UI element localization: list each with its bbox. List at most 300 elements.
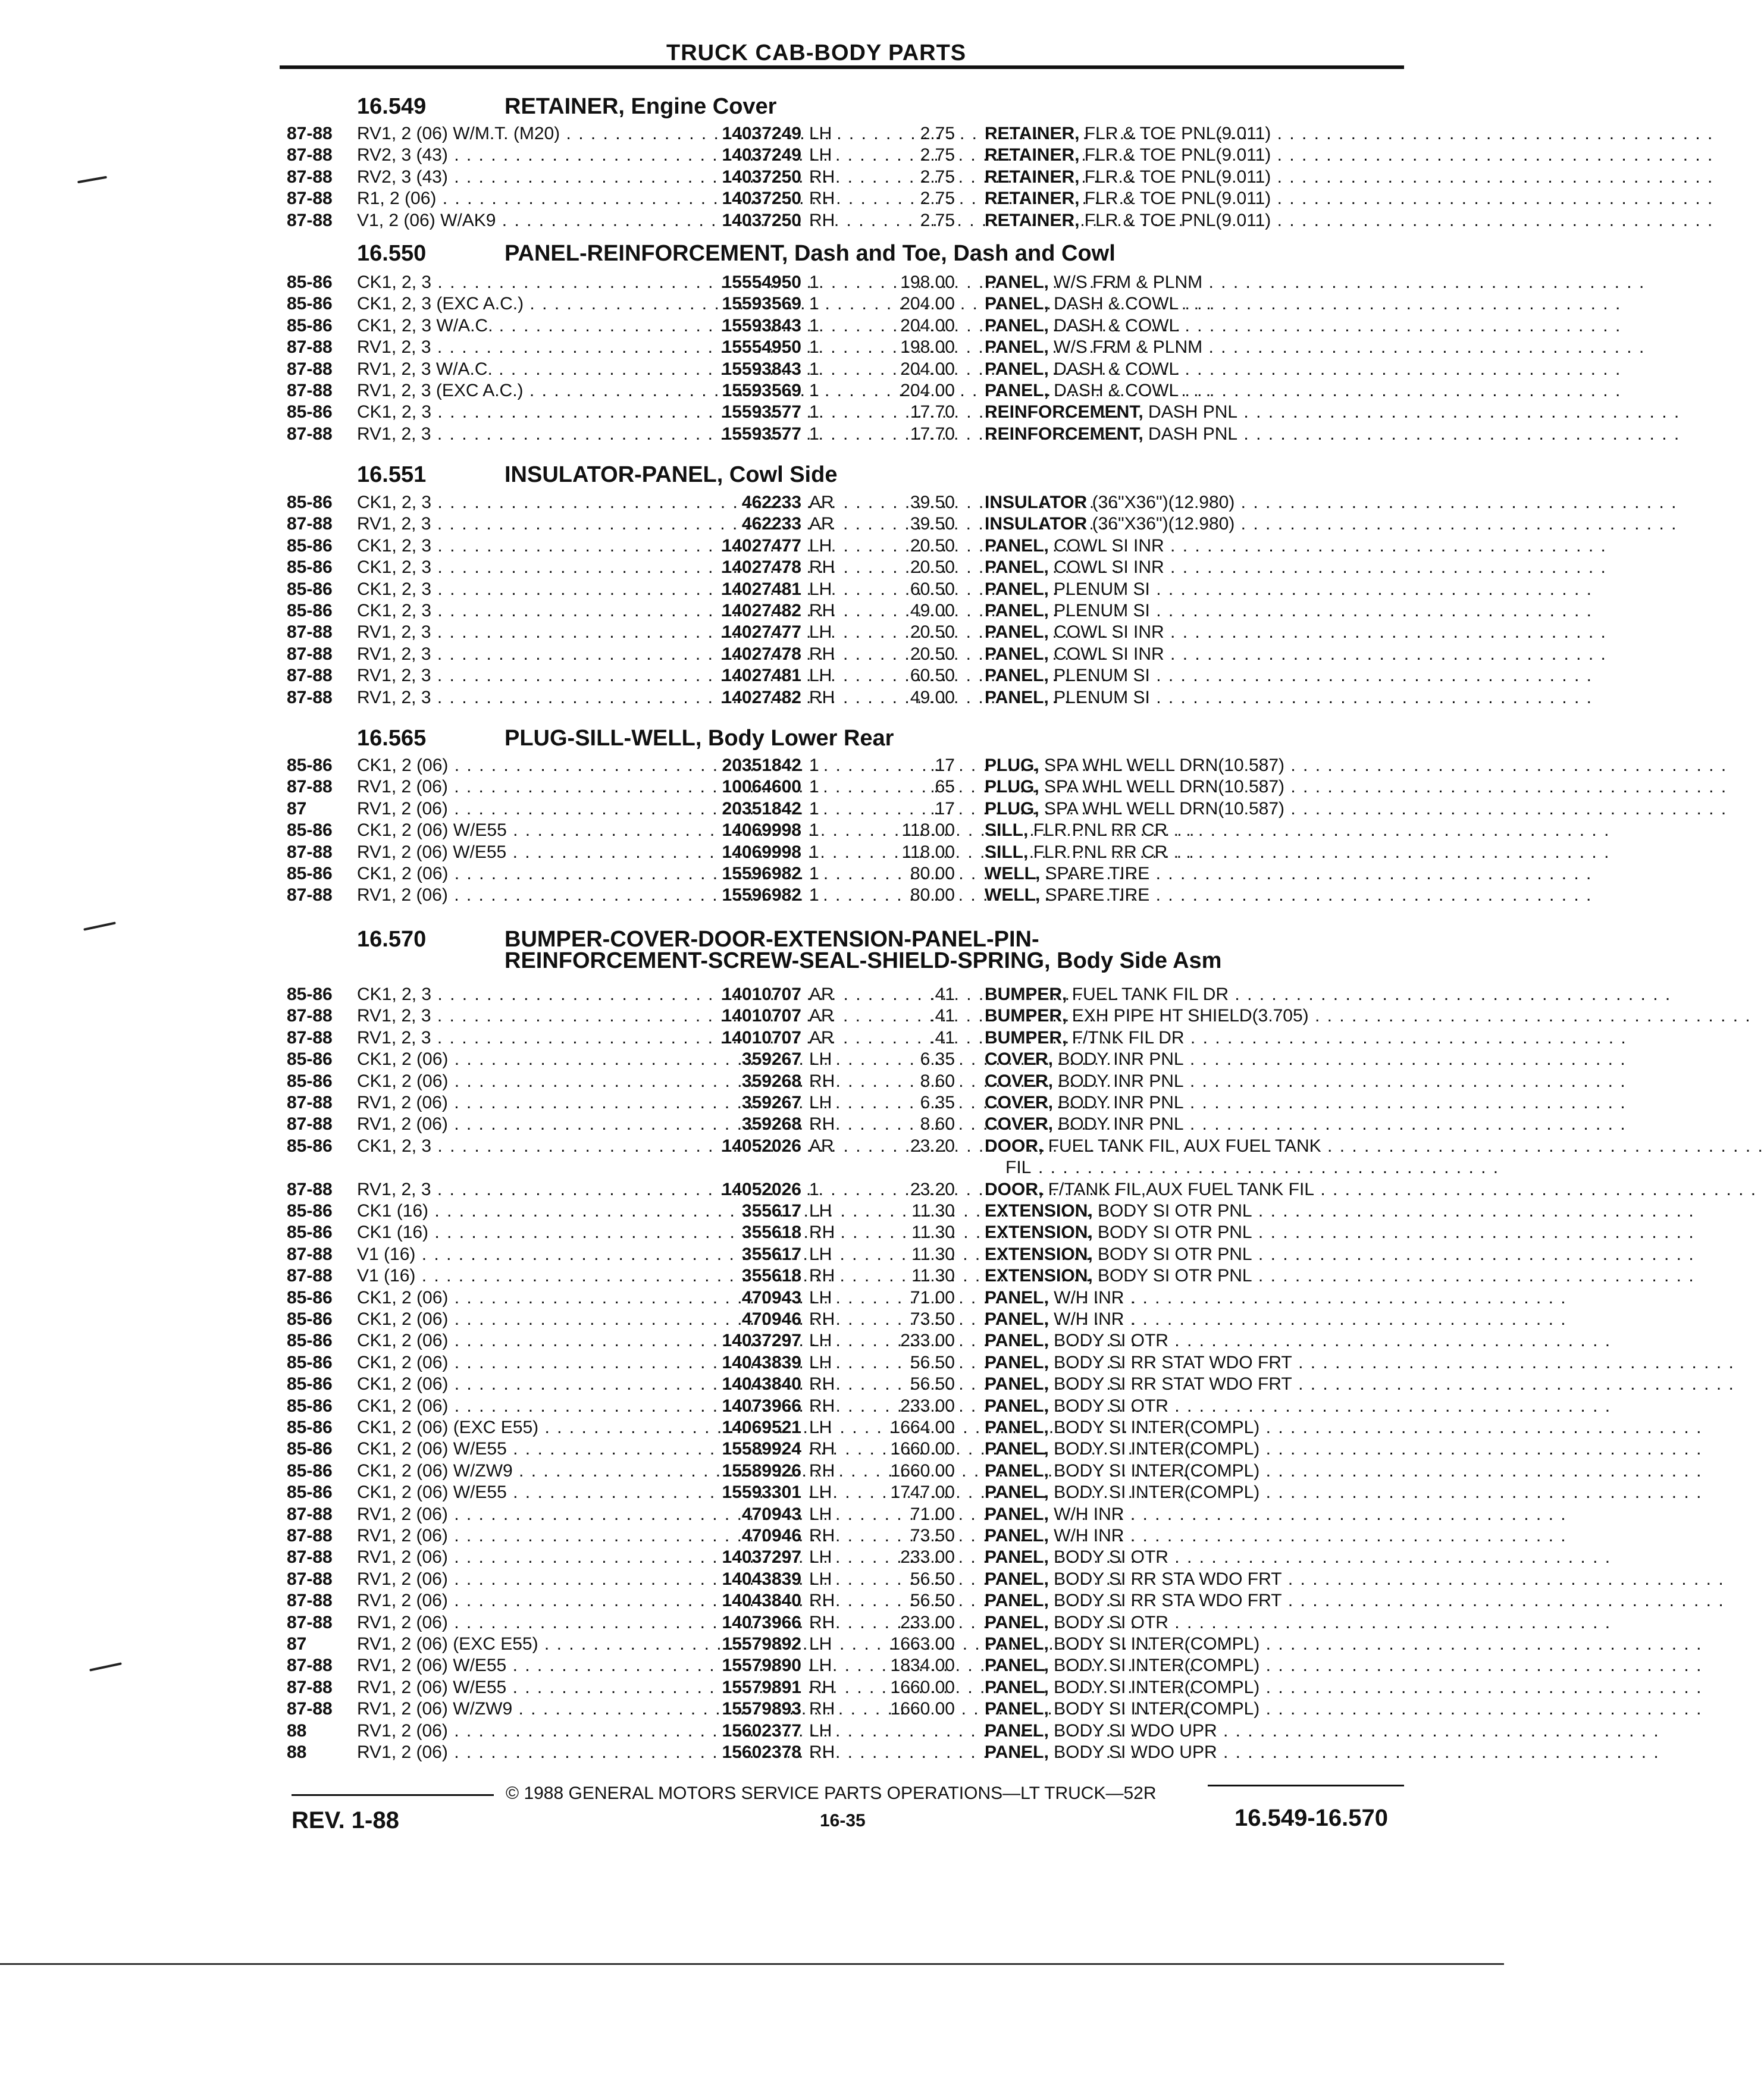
year-cell: 87-88 [287, 1677, 333, 1697]
description-cell [985, 1699, 1703, 1719]
price-cell: 1664.00 [890, 1418, 955, 1437]
price-cell: 8.60 [920, 1114, 955, 1134]
price-cell: 11.30 [911, 1201, 955, 1221]
description-text: DASH & COWL [1054, 381, 1179, 400]
table-row [0, 1374, 1735, 1396]
quantity-cell: LH [809, 1569, 832, 1589]
leader-dots: . . . . . . . . . . . . . . . . . . . . . . . . . . . . . . . . . . . . [1124, 1526, 1567, 1546]
leader-dots: . . . . . . . . . . . . . . . . . . . . . . . . . . . . . . . . . . . . [1164, 557, 1607, 578]
quantity-cell: RH [809, 687, 835, 707]
description-cell [985, 210, 1714, 231]
description-cell [985, 1309, 1567, 1330]
year-cell: 87-88 [287, 1656, 333, 1676]
leader-dots: . . . . . . . . . . . . . . . . . . . . . . . . . . . . . . . . . . . . [1284, 777, 1728, 797]
description-text: COWL SI INR [1054, 622, 1164, 642]
quantity-cell: LH [809, 1331, 832, 1351]
model-cell: R1, 2 (06) . . . [357, 189, 666, 209]
price-cell: 233.00 [900, 1396, 955, 1416]
price-cell: 204.00 [900, 381, 955, 400]
year-cell: 87-88 [287, 842, 333, 862]
description-text: SPA WHL WELL DRN(10.587) [1044, 798, 1285, 819]
part-number-cell: 15596982 [722, 885, 801, 905]
description-text: BODY SI OTR [1054, 1612, 1168, 1632]
description-text: W/H INR [1054, 1504, 1124, 1524]
table-row [0, 359, 1622, 381]
quantity-cell: RH [809, 1309, 835, 1329]
table-row [0, 1720, 1660, 1742]
description-cell [985, 756, 1728, 776]
table-row [0, 337, 1646, 359]
description-text: BODY SI OTR [1054, 1547, 1168, 1568]
description-noun: PANEL, [985, 1634, 1049, 1654]
model-cell: CK1, 2, 3 . . . [357, 493, 666, 513]
table-row [0, 1006, 1752, 1027]
quantity-cell: 1 [809, 381, 819, 400]
description-text: PLENUM SI [1054, 666, 1150, 686]
part-number-cell: 15593569 [722, 294, 801, 314]
part-number-cell: 14037250 [722, 167, 801, 187]
description-noun: PLUG, [985, 798, 1039, 819]
model-cell: RV1, 2 (06) W/E55 . . . [357, 1678, 666, 1698]
year-cell: 87-88 [287, 1006, 333, 1026]
description-cell [985, 1460, 1703, 1481]
price-cell: 118.00 [901, 820, 955, 841]
table-row [0, 1547, 1612, 1569]
leader-dots: . . . . . . . . . . . . . . . . . . . . . . . . . . . . . . . . . . . . [1179, 359, 1622, 379]
part-number-cell: 15554950 [722, 272, 801, 292]
description-noun: PANEL, [985, 1526, 1049, 1546]
leader-dots: . . . . . . . . . . . . . . . . . . . . . . . . . . . . . . . . . . . . [1149, 666, 1593, 686]
quantity-cell: RH [809, 601, 835, 620]
model-cell: RV1, 2, 3 . . . [357, 1180, 666, 1200]
year-cell: 85-86 [287, 493, 333, 512]
part-number-cell: 14069998 [722, 820, 801, 841]
model-cell: RV1, 2, 3 . . . [357, 644, 666, 664]
table-row [0, 1439, 1703, 1460]
price-cell: 20.50 [910, 622, 955, 642]
table-row [0, 1352, 1735, 1374]
year-cell: 85-86 [287, 1222, 333, 1243]
description-noun: BUMPER, [985, 1006, 1067, 1026]
year-cell: 87-88 [287, 210, 333, 230]
leader-dots: . . . . . . . . . . . . . . . . . . . . . . . . . . . . . . . . . . . . [1183, 1049, 1627, 1070]
table-row [0, 1244, 1695, 1266]
description-noun: PANEL, [985, 337, 1049, 358]
leader-dots: . . . . . . . . . . . . . . . . . . . . . . . . . . . . . . . . . . . . . . [1038, 1158, 1500, 1178]
page-number: 16-35 [820, 1811, 866, 1830]
description-noun: PANEL, [985, 1374, 1049, 1394]
part-number-cell: 14073966 [722, 1612, 801, 1632]
quantity-cell: RH [809, 1071, 835, 1091]
year-cell: 85-86 [287, 1049, 333, 1070]
model-cell: RV1, 2 (06) . . . [357, 777, 666, 797]
leader-dots: . . . . . . . . . . . . . . . . . . . . . . . . . . . . . . . . . . . . [1259, 1699, 1703, 1719]
year-cell: 85-86 [287, 1201, 333, 1221]
description-noun: PANEL, [985, 579, 1049, 599]
leader-dots: . . . . . . . . . . . . . . . . . . . . . . . . . . . . . . . . . . . . [1149, 579, 1593, 599]
section-title: RETAINER, Engine Cover [505, 94, 777, 119]
table-row [0, 622, 1607, 644]
table-row [0, 1526, 1567, 1547]
part-number-cell: 14043840 [722, 1374, 801, 1394]
price-cell: 20.50 [910, 557, 955, 578]
description-text: (36"X36")(12.980) [1092, 493, 1235, 512]
description-text: COWL SI INR [1054, 535, 1164, 556]
model-cell: RV1, 2 (06) . . . [357, 1547, 666, 1568]
description-text: FLR & TOE PNL(9.011) [1084, 167, 1271, 187]
description-cell [985, 1418, 1703, 1438]
leader-dots: . . . . . . . . . . . . . . . . . . . . . . . . . . . . . . . . . . . . [1235, 493, 1678, 512]
year-cell: 87-88 [287, 1547, 333, 1568]
leader-dots: . . . . . . . . . . . . . . . . . . . . . . . . . . . . . . . . . . . . [1259, 1418, 1703, 1437]
price-cell: 1660.00 [890, 1699, 955, 1719]
leader-dots: . . . . . . . . . . . . . . . . . . . . . . . . . . . . . . . . . . . . [1179, 294, 1622, 314]
description-text: F/TNK FIL DR [1071, 1027, 1185, 1048]
description-cell [985, 622, 1607, 642]
description-cell [985, 381, 1622, 401]
part-number-cell: 15579891 [722, 1677, 801, 1697]
year-cell: 87-88 [287, 644, 333, 664]
quantity-cell: 1 [809, 820, 819, 841]
price-cell: 2.75 [920, 210, 955, 230]
description-noun: PANEL, [985, 1547, 1049, 1568]
price-cell: 118.00 [901, 842, 955, 862]
part-number-cell: 359268 [741, 1071, 801, 1091]
description-cell [985, 1634, 1703, 1654]
price-cell: 60.50 [910, 666, 955, 686]
price-cell: 1660.00 [890, 1677, 955, 1697]
quantity-cell: LH [809, 1201, 832, 1221]
table-row [0, 535, 1607, 557]
description-cell [985, 1244, 1695, 1265]
table-row [0, 210, 1714, 232]
table-row [0, 1287, 1567, 1309]
model-cell: RV1, 2 (06) . . . [357, 1504, 666, 1525]
year-cell: 87-88 [287, 167, 333, 187]
description-text: FUEL TANK FIL, AUX FUEL TANK [1048, 1136, 1321, 1156]
year-cell: 88 [287, 1742, 307, 1762]
model-cell: V1, 2 (06) W/AK9 . . . [357, 211, 666, 231]
part-number-cell: 15593569 [722, 381, 801, 400]
price-cell: 17.70 [910, 424, 955, 444]
part-number-cell: 470946 [741, 1309, 801, 1329]
table-row [0, 1634, 1703, 1656]
description-cell [985, 124, 1714, 144]
price-cell: 71.00 [910, 1287, 955, 1308]
table-row [0, 424, 1681, 446]
quantity-cell: LH [809, 666, 832, 686]
description-cell [985, 798, 1728, 819]
description-cell [985, 1396, 1612, 1416]
part-number-cell: 470943 [741, 1504, 801, 1524]
price-cell: 233.00 [900, 1612, 955, 1632]
table-row [0, 1027, 1627, 1049]
footer-rule-right [1208, 1785, 1404, 1786]
part-number-cell: 20351842 [722, 798, 801, 819]
description-text: BODY INR PNL [1058, 1049, 1184, 1070]
quantity-cell: RH [809, 210, 835, 230]
leader-dots: . . . . . . . . . . . . . . . . . . . . . . . . . . . . . . . . . . . . [1235, 514, 1678, 534]
description-noun: PANEL, [985, 1720, 1049, 1741]
year-cell: 85-86 [287, 601, 333, 620]
description-cell [985, 424, 1681, 444]
model-cell: CK1, 2 (06) . . . [357, 1353, 666, 1373]
table-row [0, 315, 1622, 337]
quantity-cell: LH [809, 579, 832, 599]
description-cell [985, 1547, 1612, 1568]
description-cell [985, 145, 1714, 165]
part-number-cell: 14069998 [722, 842, 801, 862]
leader-dots: . . . . . . . . . . . . . . . . . . . . . . . . . . . . . . . . . . . . [1259, 1677, 1703, 1697]
part-number-cell: 14043840 [722, 1591, 801, 1611]
part-number-cell: 14027482 [722, 687, 801, 707]
description-text: BODY INR PNL [1058, 1093, 1184, 1112]
table-row [0, 1093, 1627, 1114]
description-cell [985, 1201, 1695, 1221]
leader-dots: . . . . . . . . . . . . . . . . . . . . . . . . . . . . . . . . . . . . [1252, 1244, 1695, 1264]
leader-dots: . . . . . . . . . . . . . . . . . . . . . . . . . . . . . . . . . . . . [1229, 985, 1672, 1004]
description-noun: REINFORCEMENT, [985, 402, 1143, 422]
description-cell [985, 557, 1607, 578]
description-noun: RETAINER, [985, 145, 1080, 165]
price-cell: 11.30 [911, 1266, 955, 1286]
year-cell: 87-88 [287, 1114, 333, 1134]
table-row [0, 756, 1728, 777]
description-cell [985, 315, 1622, 336]
bottom-rule [0, 1963, 1504, 1965]
footer-copyright: © 1988 GENERAL MOTORS SERVICE PARTS OPERATIONS—LT TRUCK—52R [506, 1783, 1157, 1803]
description-noun: PANEL, [985, 1460, 1049, 1481]
model-cell: RV1, 2 (06) . . . [357, 1093, 666, 1113]
section-title: PANEL-REINFORCEMENT, Dash and Toe, Dash and Cowl [505, 241, 1116, 266]
part-number-cell: 470943 [741, 1287, 801, 1308]
part-number-cell: 15579893 [722, 1699, 801, 1719]
leader-dots: . . . . . . . . . . . . . . . . . . . . . . . . . . . . . . . . . . . . [1271, 145, 1714, 165]
description-text: BODY SI OTR [1054, 1331, 1168, 1351]
part-number-cell: 14037250 [722, 210, 801, 230]
description-text: FLR & TOE PNL(9.011) [1084, 210, 1271, 230]
description-noun: PANEL, [985, 687, 1049, 707]
description-cell [985, 1114, 1627, 1134]
quantity-cell: AR [809, 985, 834, 1004]
part-number-cell: 15593301 [722, 1482, 801, 1503]
table-row [0, 820, 1611, 842]
quantity-cell: LH [809, 124, 832, 143]
table-row [0, 145, 1714, 167]
description-cell [985, 1677, 1703, 1698]
quantity-cell: RH [809, 1396, 835, 1416]
description-noun: INSULATOR [985, 514, 1088, 534]
price-cell: 6.35 [920, 1093, 955, 1112]
model-cell: CK1, 2 (06) . . . [357, 1049, 666, 1070]
leader-dots: . . . . . . . . . . . . . . . . . . . . . . . . . . . . . . . . . . . . [1217, 1742, 1660, 1762]
description-text: BODY SI OTR PNL [1098, 1222, 1252, 1243]
leader-dots: . . . . . . . . . . . . . . . . . . . . . . . . . . . . . . . . . . . . [1168, 1612, 1612, 1632]
price-cell: 80.00 [910, 885, 955, 905]
leader-dots: . . . . . . . . . . . . . . . . . . . . . . . . . . . . . . . . . . . . [1164, 622, 1607, 642]
year-cell: 85-86 [287, 1460, 333, 1481]
model-cell: RV1, 2 (06) . . . [357, 1526, 666, 1546]
description-text: BODY SI INTER(COMPL) [1054, 1460, 1260, 1481]
year-cell: 85-86 [287, 535, 333, 556]
price-cell: .41 [930, 1006, 955, 1026]
table-row [0, 885, 1593, 907]
price-cell: 20.50 [910, 535, 955, 556]
leader-dots: . . . . . . . . . . . . . . . . . . . . . . . . . . . . . . . . . . . . [1259, 1634, 1703, 1654]
model-cell: CK1, 2 (06) . . . [357, 864, 666, 884]
description-cell [985, 1439, 1703, 1459]
description-noun: PLUG, [985, 777, 1039, 797]
description-cell [985, 820, 1611, 841]
price-cell: .41 [930, 985, 955, 1004]
model-cell: RV1, 2 (06) . . . [357, 799, 666, 819]
model-cell: RV1, 2, 3 W/A.C. . . . [357, 359, 666, 380]
leader-dots: . . . . . . . . . . . . . . . . . . . . . . . . . . . . . . . . . . . . [1271, 189, 1714, 209]
year-cell: 87 [287, 1634, 307, 1654]
table-row [0, 381, 1622, 402]
price-cell: 198.00 [900, 337, 955, 358]
leader-dots: . . . . . . . . . . . . . . . . . . . . . . . . . . . . . . . . . . . . [1167, 820, 1611, 841]
description-cell [985, 1374, 1735, 1394]
table-row [0, 1418, 1703, 1439]
description-cell [985, 601, 1593, 621]
description-noun: RETAINER, [985, 189, 1080, 209]
quantity-cell: RH [809, 1374, 835, 1394]
description-cell [985, 1591, 1725, 1611]
section-number: 16.549 [357, 94, 427, 119]
leader-dots: . . . . . . . . . . . . . . . . . . . . . . . . . . . . . . . . . . . . [1179, 381, 1622, 400]
model-cell: RV1, 2, 3 . . . [357, 424, 666, 444]
model-cell: RV1, 2 (06) W/E55 . . . [357, 1656, 666, 1676]
leader-dots: . . . . . . . . . . . . . . . . . . . . . . . . . . . . . . . . . . . . [1284, 756, 1728, 775]
description-cell [985, 535, 1607, 556]
price-cell: 2.75 [920, 124, 955, 143]
quantity-cell: 1 [809, 294, 819, 314]
quantity-cell: LH [809, 1720, 832, 1741]
year-cell: 85-86 [287, 756, 333, 775]
leader-dots: . . . . . . . . . . . . . . . . . . . . . . . . . . . . . . . . . . . . [1252, 1266, 1695, 1286]
model-cell: CK1, 2, 3 . . . [357, 557, 666, 578]
part-number-cell: 14037249 [722, 124, 801, 143]
year-cell: 87-88 [287, 337, 333, 358]
year-cell: 85-86 [287, 1352, 333, 1372]
year-cell: 87-88 [287, 359, 333, 379]
quantity-cell: 1 [809, 798, 819, 819]
description-noun: WELL, [985, 864, 1041, 883]
year-cell: 85-86 [287, 557, 333, 578]
description-noun: EXTENSION, [985, 1266, 1093, 1286]
quantity-cell: RH [809, 1526, 835, 1546]
year-cell: 85-86 [287, 1309, 333, 1329]
year-cell: 87-88 [287, 666, 333, 686]
leader-dots: . . . . . . . . . . . . . . . . . . . . . . . . . . . . . . . . . . . . [1149, 687, 1593, 707]
description-noun: PANEL, [985, 1591, 1049, 1611]
leader-dots: . . . . . . . . . . . . . . . . . . . . . . . . . . . . . . . . . . . . [1237, 402, 1681, 422]
description-cell [985, 666, 1593, 686]
description-noun: COVER, [985, 1093, 1054, 1112]
description-text: W/H INR [1054, 1526, 1124, 1546]
description-text: BODY SI INTER(COMPL) [1054, 1439, 1260, 1459]
year-cell: 87-88 [287, 885, 333, 905]
part-number-cell: 14069521 [722, 1418, 801, 1437]
price-cell: 23.20 [910, 1136, 955, 1156]
price-cell: 56.50 [910, 1569, 955, 1589]
part-number-cell: 15593843 [722, 359, 801, 379]
description-noun: PANEL, [985, 1656, 1049, 1676]
quantity-cell: 1 [809, 359, 819, 379]
leader-dots: . . . . . . . . . . . . . . . . . . . . . . . . . . . . . . . . . . . . [1308, 1006, 1752, 1026]
year-cell: 87-88 [287, 1027, 333, 1048]
leader-dots: . . . . . . . . . . . . . . . . . . . . . . . . . . . . . . . . . . . . [1292, 1352, 1735, 1372]
model-cell: RV1, 2 (06) W/M.T. (M20) . . . [357, 124, 666, 144]
part-number-cell: 14010707 [722, 985, 801, 1004]
table-row [0, 1482, 1703, 1504]
description-cell [985, 1222, 1695, 1243]
quantity-cell: 1 [809, 315, 819, 336]
part-number-cell: 15596982 [722, 864, 801, 883]
quantity-cell: RH [809, 644, 835, 664]
description-cell [985, 644, 1607, 664]
description-text: SPARE TIRE [1045, 864, 1150, 883]
leader-dots: . . . . . . . . . . . . . . . . . . . . . . . . . . . . . . . . . . . . [1271, 210, 1714, 230]
description-noun: PANEL, [985, 1287, 1049, 1308]
price-cell: 8.60 [920, 1071, 955, 1091]
leader-dots: . . . . . . . . . . . . . . . . . . . . . . . . . . . . . . . . . . . . [1202, 337, 1646, 358]
part-number-cell: 14037297 [722, 1331, 801, 1351]
price-cell: 60.50 [910, 579, 955, 599]
description-noun: PANEL, [985, 1331, 1049, 1351]
year-cell: 87-88 [287, 1591, 333, 1611]
quantity-cell: AR [809, 1136, 834, 1156]
part-number-cell: 462233 [741, 493, 801, 512]
part-number-cell: 14052026 [722, 1136, 801, 1156]
description-cell [985, 514, 1678, 534]
part-number-cell: 15602377 [722, 1720, 801, 1741]
model-cell: CK1, 2, 3 . . . [357, 272, 666, 293]
model-cell: CK1 (16) . . . [357, 1222, 666, 1243]
price-cell: 2.75 [920, 167, 955, 187]
description-noun: BUMPER, [985, 985, 1067, 1004]
quantity-cell: AR [809, 1027, 834, 1048]
page-title: TRUCK CAB-BODY PARTS [666, 40, 967, 65]
model-cell: CK1, 2 (06) . . . [357, 1374, 666, 1394]
description-cell [985, 294, 1622, 314]
description-text: W/S FRM & PLNM [1054, 272, 1203, 292]
table-row [0, 1742, 1660, 1764]
leader-dots: . . . . . . . . . . . . . . . . . . . . . . . . . . . . . . . . . . . . [1149, 601, 1593, 620]
table-row [0, 985, 1672, 1006]
quantity-cell: 1 [809, 272, 819, 292]
table-row [0, 579, 1593, 601]
part-number-cell: 14037249 [722, 145, 801, 165]
quantity-cell: AR [809, 493, 834, 512]
description-noun: RETAINER, [985, 167, 1080, 187]
description-text: W/H INR [1054, 1309, 1124, 1329]
table-row [0, 777, 1728, 798]
part-number-cell: 359268 [741, 1114, 801, 1134]
description-cell [985, 1526, 1567, 1546]
price-cell: .41 [930, 1027, 955, 1048]
quantity-cell: LH [809, 1352, 832, 1372]
table-row [0, 1569, 1725, 1591]
leader-dots: . . . . . . . . . . . . . . . . . . . . . . . . . . . . . . . . . . . . [1168, 1547, 1612, 1568]
model-cell: CK1, 2 (06) W/E55 . . . [357, 1482, 666, 1503]
quantity-cell: 1 [809, 756, 819, 775]
leader-dots: . . . . . . . . . . . . . . . . . . . . . . . . . . . . . . . . . . . . [1164, 535, 1607, 556]
year-cell: 87-88 [287, 1093, 333, 1112]
section-title: BUMPER-COVER-DOOR-EXTENSION-PANEL-PIN- [505, 927, 1039, 952]
table-row [0, 842, 1611, 864]
